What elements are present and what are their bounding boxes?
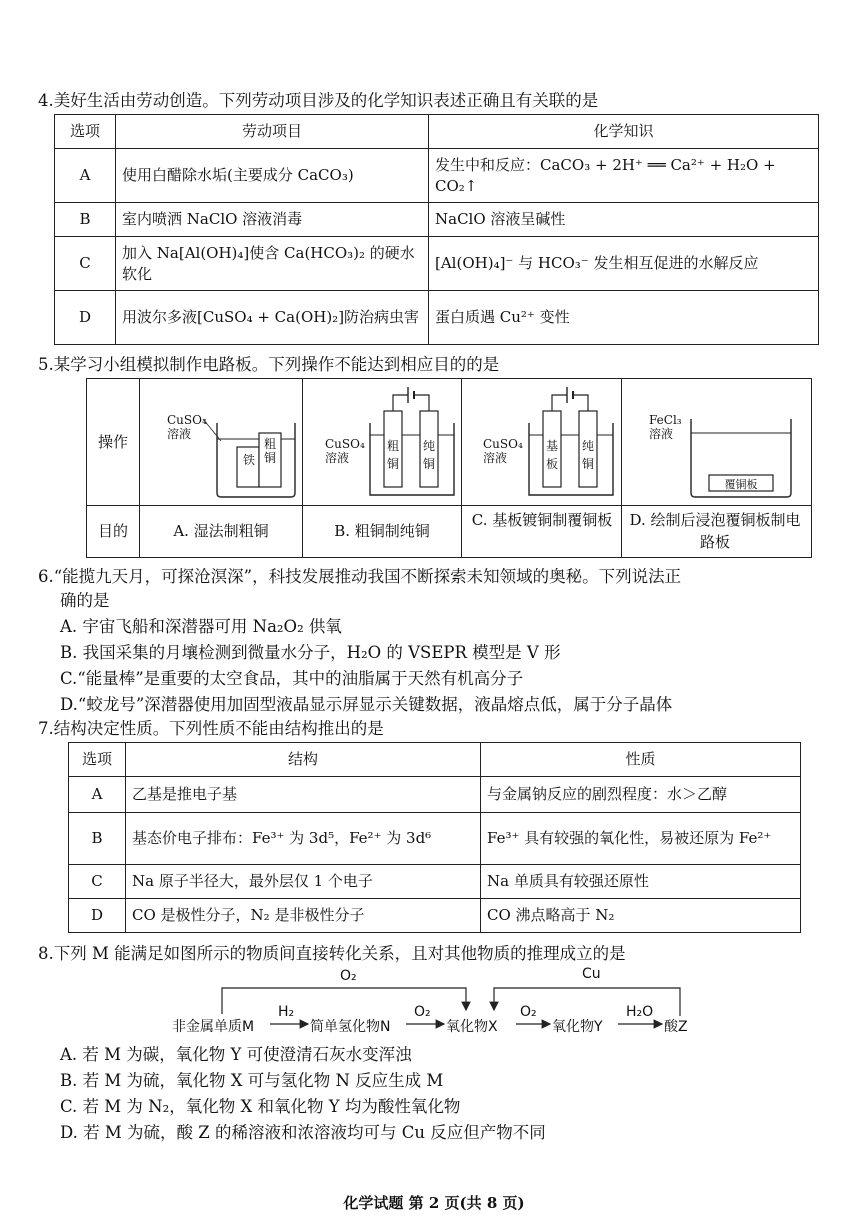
labor-item: 使用白醋除水垢(主要成分 CaCO₃): [116, 149, 429, 203]
goal-b: B. 粗铜制纯铜: [334, 522, 430, 540]
q6-option-c: C.“能量棒”是重要的太空食品，其中的油脂属于天然有机高分子: [60, 669, 524, 688]
option-label: D: [55, 291, 116, 345]
solution-label: CuSO₄溶液: [483, 437, 523, 465]
property-text: Na 单质具有较强还原性: [481, 865, 801, 899]
labor-item: 用波尔多液[CuSO₄ + Ca(OH)₂]防治病虫害: [116, 291, 429, 345]
solution-label: FeCl₃溶液: [649, 413, 682, 441]
table-row: [55, 237, 819, 291]
q8-stem: 8.下列 M 能满足如图所示的物质间直接转化关系，且对其他物质的推理成立的是: [38, 944, 626, 963]
copper-board-label: 覆铜板: [724, 478, 758, 491]
diagram-label-o2b: O₂: [520, 1004, 537, 1020]
table-row: [69, 813, 801, 865]
table-row: [55, 149, 819, 203]
q6-stem-line2: 确的是: [60, 591, 110, 610]
q7-stem: 7.结构决定性质。下列性质不能由结构推出的是: [38, 719, 384, 738]
goal-d: D. 绘制后浸泡覆铜板制电路板: [629, 511, 801, 551]
table-row: [55, 203, 819, 237]
q4-stem: 4.美好生活由劳动创造。下列劳动项目涉及的化学知识表述正确且有关联的是: [38, 91, 599, 110]
structure-text: Na 原子半径大，最外层仅 1 个电子: [126, 865, 481, 899]
beaker-panel-a: [141, 383, 301, 503]
q8-option-b: B. 若 M 为硫，氧化物 X 可与氢化物 N 反应生成 M: [60, 1071, 444, 1090]
goal-a: A. 湿法制粗铜: [173, 522, 269, 540]
property-text: 与金属钠反应的剧烈程度：水＞乙醇: [481, 777, 801, 813]
diagram-label-o2a: O₂: [414, 1004, 431, 1020]
q7-header-option: 选项: [69, 743, 126, 777]
diagram-node-z: 酸Z: [664, 1019, 688, 1035]
option-label: B: [55, 203, 116, 237]
electrode-label: 纯铜: [581, 439, 594, 471]
option-label: C: [55, 237, 116, 291]
q8-option-a: A. 若 M 为碳，氧化物 Y 可使澄清石灰水变浑浊: [60, 1045, 412, 1064]
structure-text: 乙基是推电子基: [126, 777, 481, 813]
page-footer: 化学试题 第 2 页(共 8 页): [343, 1194, 525, 1212]
table-row: [69, 777, 801, 813]
diagram-node-m: 非金属单质M: [172, 1019, 255, 1035]
option-label: A: [69, 777, 126, 813]
diagram-node-y: 氧化物Y: [552, 1019, 603, 1035]
q6-stem-line1: 6.“能揽九天月，可探沧溟深”，科技发展推动我国不断探索未知领域的奥秘。下列说法正: [38, 567, 682, 586]
diagram-label-o2-top: O₂: [340, 968, 357, 984]
option-label: A: [55, 149, 116, 203]
diagram-label-h2o: H₂O: [626, 1004, 654, 1020]
electrode-label: 铁: [242, 453, 255, 467]
electrode-label: 基板: [545, 439, 558, 471]
q7-header-structure: 结构: [126, 743, 481, 777]
row-label-goal: 目的: [97, 522, 128, 540]
labor-item: 室内喷洒 NaClO 溶液消毒: [116, 203, 429, 237]
table-row: [55, 291, 819, 345]
q5-stem: 5.某学习小组模拟制作电路板。下列操作不能达到相应目的的是: [38, 355, 500, 374]
q5-figure-table: [86, 378, 812, 558]
labor-item: 加入 Na[Al(OH)₄]使含 Ca(HCO₃)₂ 的硬水软化: [116, 237, 429, 291]
chem-knowledge: NaClO 溶液呈碱性: [429, 203, 819, 237]
diagram-label-cu: Cu: [582, 966, 601, 982]
q4-header-knowledge: 化学知识: [429, 115, 819, 149]
electrode-label: 粗铜: [263, 437, 276, 465]
option-label: C: [69, 865, 126, 899]
goal-c: C. 基板镀铜制覆铜板: [471, 511, 613, 529]
q7-table: [68, 742, 801, 933]
diagram-node-x: 氧化物X: [446, 1019, 498, 1035]
chem-knowledge: [Al(OH)₄]⁻ 与 HCO₃⁻ 发生相互促进的水解反应: [429, 237, 819, 291]
table-row: [69, 865, 801, 899]
q4-table: [54, 114, 819, 345]
q6-option-d: D.“蛟龙号”深潜器使用加固型液晶显示屏显示关键数据，液晶熔点低，属于分子晶体: [60, 695, 673, 714]
structure-text: CO 是极性分子，N₂ 是非极性分子: [126, 899, 481, 933]
diagram-node-n: 简单氢化物N: [310, 1019, 391, 1035]
q7-header-property: 性质: [481, 743, 801, 777]
table-row: [69, 899, 801, 933]
option-label: B: [69, 813, 126, 865]
diagram-label-h2: H₂: [278, 1004, 295, 1020]
q6-option-b: B. 我国采集的月壤检测到微量水分子，H₂O 的 VSEPR 模型是 V 形: [60, 643, 561, 662]
q4-header-option: 选项: [55, 115, 116, 149]
structure-text: 基态价电子排布：Fe³⁺ 为 3d⁵，Fe²⁺ 为 3d⁶: [126, 813, 481, 865]
electrode-label: 纯铜: [422, 439, 435, 471]
q8-conversion-diagram: [0, 966, 868, 1036]
property-text: CO 沸点略高于 N₂: [481, 899, 801, 933]
row-label-operation: 操作: [97, 433, 128, 451]
solution-label: CuSO₄溶液: [167, 413, 207, 441]
chem-knowledge: 发生中和反应：CaCO₃ + 2H⁺ ══ Ca²⁺ + H₂O + CO₂↑: [429, 149, 819, 203]
q8-option-d: D. 若 M 为硫，酸 Z 的稀溶液和浓溶液均可与 Cu 反应但产物不同: [60, 1123, 546, 1142]
solution-label: CuSO₄溶液: [325, 437, 365, 465]
q4-header-item: 劳动项目: [116, 115, 429, 149]
option-label: D: [69, 899, 126, 933]
chem-knowledge: 蛋白质遇 Cu²⁺ 变性: [429, 291, 819, 345]
q6-option-a: A. 宇宙飞船和深潜器可用 Na₂O₂ 供氧: [60, 617, 342, 636]
electrode-label: 粗铜: [386, 439, 399, 471]
q8-option-c: C. 若 M 为 N₂，氧化物 X 和氧化物 Y 均为酸性氧化物: [60, 1097, 461, 1116]
property-text: Fe³⁺ 具有较强的氧化性，易被还原为 Fe²⁺: [481, 813, 801, 865]
